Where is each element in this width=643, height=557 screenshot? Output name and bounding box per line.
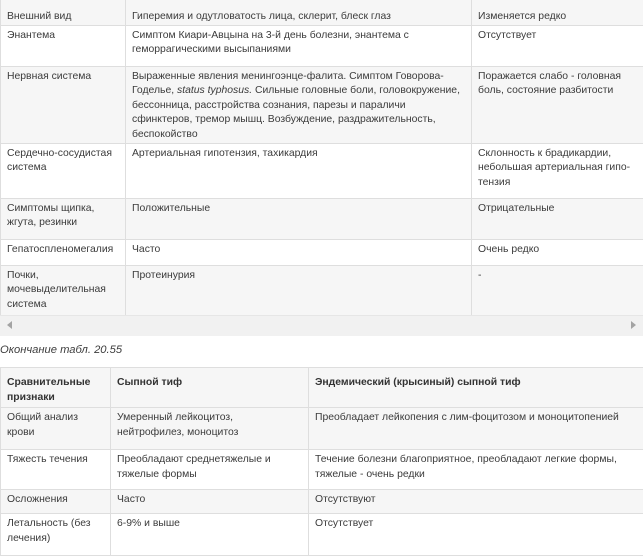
horizontal-scrollbar[interactable] [0,315,643,336]
other-cell: Отсутствует [472,25,643,66]
table-row [1,239,643,265]
table-row [1,66,643,143]
endemic-cell: Отсутствуют [309,490,643,514]
endemic-cell: Преобладает лейкопения с лим-фоцитозом и моноцитопенией [309,408,643,450]
typhus-cell [126,66,472,143]
typhus-cell: 6-9% и выше [111,514,309,556]
feature-cell: Почки, мочевыделительная система [1,265,126,320]
table-header-row [1,368,643,408]
typhus-cell: Часто [126,239,472,265]
table-row [1,265,643,320]
feature-cell: Общий анализ крови [1,408,111,450]
column-header: Эндемический (крысиный) сыпной тиф [309,368,643,408]
typhus-cell: Протеинурия [126,265,472,320]
chevron-right-icon[interactable] [631,321,636,329]
feature-cell: Сердечно-сосудистая система [1,143,126,198]
table-row [1,0,643,25]
column-header: Сравнительные признаки [1,368,111,408]
typhus-text: Выраженные явления менингоэнце-фалита. Симптом Говорова-Годелье, [132,70,444,97]
typhus-cell: Артериальная гипотензия, тахикардия [126,143,472,198]
other-cell: Отрицательные [472,198,643,239]
feature-cell: Летальность (без лечения) [1,514,111,556]
feature-cell: Внешний вид [1,0,126,25]
typhus-cell: Симптом Киари-Авцына на 3-й день болезни, энантема с геморрагическими высыпаниями [126,25,472,66]
endemic-cell: Течение болезни благоприятное, преобладают легкие формы, тяжелые - очень редки [309,450,643,490]
typhus-cell: Умеренный лейкоцитоз, нейтрофилез, моноцитоз [111,408,309,450]
table-row [1,198,643,239]
table-row [1,490,643,514]
feature-cell: Симптомы щипка, жгута, резинки [1,198,126,239]
other-cell: Очень редко [472,239,643,265]
table-caption: Окончание табл. 20.55 [0,344,123,356]
typhus-cell: Преобладают среднетяжелые и тяжелые формы [111,450,309,490]
feature-cell: Нервная система [1,66,126,143]
other-cell: Склонность к брадикардии, небольшая артериальная гипо-тензия [472,143,643,198]
other-cell: Изменяется редко [472,0,643,25]
table-row [1,514,643,556]
other-cell: - [472,265,643,320]
column-header: Сыпной тиф [111,368,309,408]
feature-cell: Гепатоспленомегалия [1,239,126,265]
typhus-text-cont: Сильные головные боли, головокружение, бессонница, расстройства сознания, парезы и параличи сфинктеров, тремор мышц. Возбуждение, раздражительность, беспокойство [132,85,460,140]
typhus-cell: Положительные [126,198,472,239]
endemic-cell: Отсутствует [309,514,643,556]
chevron-left-icon[interactable] [7,321,12,329]
comparison-table-bottom [0,367,643,556]
table-row [1,450,643,490]
feature-cell: Энантема [1,25,126,66]
typhus-cell: Часто [111,490,309,514]
table-row [1,25,643,66]
feature-cell: Осложнения [1,490,111,514]
feature-cell: Тяжесть течения [1,450,111,490]
typhus-cell: Гиперемия и одутловатость лица, склерит, блеск глаз [126,0,472,25]
table-row [1,143,643,198]
status-typhosus-text: status typhosus. [177,85,253,97]
table-row [1,408,643,450]
other-cell: Поражается слабо - головная боль, состояние разбитости [472,66,643,143]
